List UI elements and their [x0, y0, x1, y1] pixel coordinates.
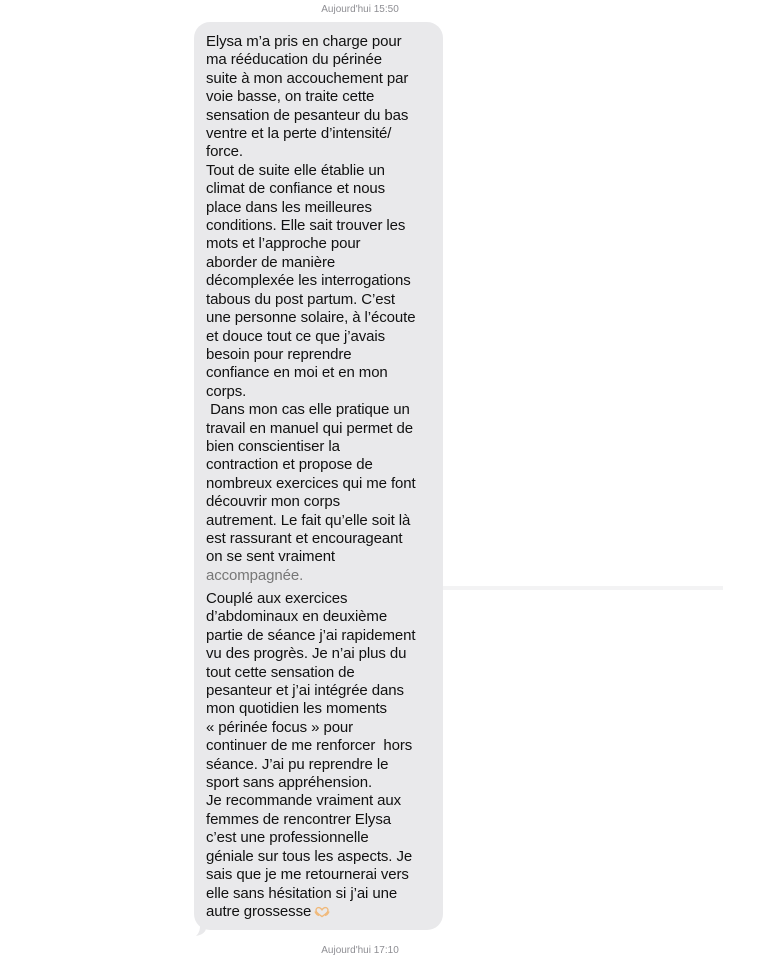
message-line: nombreux exercices qui me font: [206, 474, 416, 492]
message-thread[interactable]: [180, 0, 540, 960]
message-line: sensation de pesanteur du bas: [206, 106, 409, 124]
message-line: séance. J’ai pu reprendre le: [206, 755, 389, 773]
message-bubble-part-1[interactable]: [194, 22, 443, 588]
message-line: pesanteur et j’ai intégrée dans: [206, 682, 404, 700]
message-line: c’est une professionnelle: [206, 829, 369, 847]
screenshot-seam-divider: [443, 586, 723, 590]
message-line: une personne solaire, à l’écoute: [206, 309, 416, 327]
message-line: découvrir mon corps: [206, 493, 340, 511]
message-line: partie de séance j’ai rapidement: [206, 626, 416, 644]
message-line: Elysa m’a pris en charge pour: [206, 33, 402, 50]
message-line: Couplé aux exercices: [206, 590, 348, 607]
message-line: continuer de me renforcer hors: [206, 737, 413, 755]
message-line: ma rééducation du périnée: [206, 51, 382, 69]
message-line: corps.: [206, 382, 247, 400]
message-line-text: autre grossesse: [206, 902, 312, 920]
message-line: sport sans appréhension.: [206, 774, 373, 792]
message-line: géniale sur tous les aspects. Je: [206, 847, 413, 865]
message-bubble-part-2[interactable]: [194, 588, 443, 930]
message-line: elle sans hésitation si j’ai une: [206, 884, 398, 902]
message-line: femmes de rencontrer Elysa: [206, 810, 391, 828]
message-line: et douce tout ce que j’avais: [206, 327, 385, 345]
message-line: voie basse, on traite cette: [206, 88, 375, 106]
bubble-tail-icon: [188, 914, 206, 936]
message-line: décomplexée les interrogations: [206, 272, 411, 290]
message-line: mots et l’approche pour: [206, 235, 361, 253]
message-line: « périnée focus » pour: [206, 718, 354, 736]
message-line: accompagnée.: [206, 566, 304, 584]
message-line: on se sent vraiment: [206, 548, 335, 566]
message-line: suite à mon accouchement par: [206, 69, 409, 87]
heart-hands-emoji: [313, 906, 331, 918]
message-line: Je recommande vraiment aux: [206, 792, 401, 810]
message-line: besoin pour reprendre: [206, 345, 352, 363]
message-line: sais que je me retournerai vers: [206, 866, 409, 884]
message-line: conditions. Elle sait trouver les: [206, 217, 406, 235]
message-line: tout cette sensation de: [206, 663, 355, 681]
message-line: autrement. Le fait qu’elle soit là: [206, 511, 411, 529]
message-line: contraction et propose de: [206, 456, 373, 474]
message-line: d’abdominaux en deuxième: [206, 608, 388, 626]
timestamp-bottom: Aujourd'hui 17:10: [321, 945, 399, 956]
message-line-last: [206, 903, 433, 921]
message-line: vu des progrès. Je n’ai plus du: [206, 645, 407, 663]
message-line: mon quotidien les moments: [206, 700, 387, 718]
message-line: est rassurant et encourageant: [206, 529, 403, 547]
message-line: Tout de suite elle établie un: [206, 161, 385, 179]
timestamp-top: Aujourd'hui 15:50: [321, 4, 399, 15]
message-line: confiance en moi et en mon: [206, 364, 388, 382]
message-line: travail en manuel qui permet de: [206, 419, 414, 437]
message-line: bien conscientiser la: [206, 437, 340, 455]
message-line: place dans les meilleures: [206, 198, 372, 216]
message-line: ventre et la perte d’intensité/: [206, 125, 392, 143]
message-line: Dans mon cas elle pratique un: [206, 401, 410, 419]
message-line: tabous du post partum. C’est: [206, 290, 395, 308]
message-line: climat de confiance et nous: [206, 180, 386, 198]
message-line: aborder de manière: [206, 253, 336, 271]
message-line: force.: [206, 143, 243, 161]
